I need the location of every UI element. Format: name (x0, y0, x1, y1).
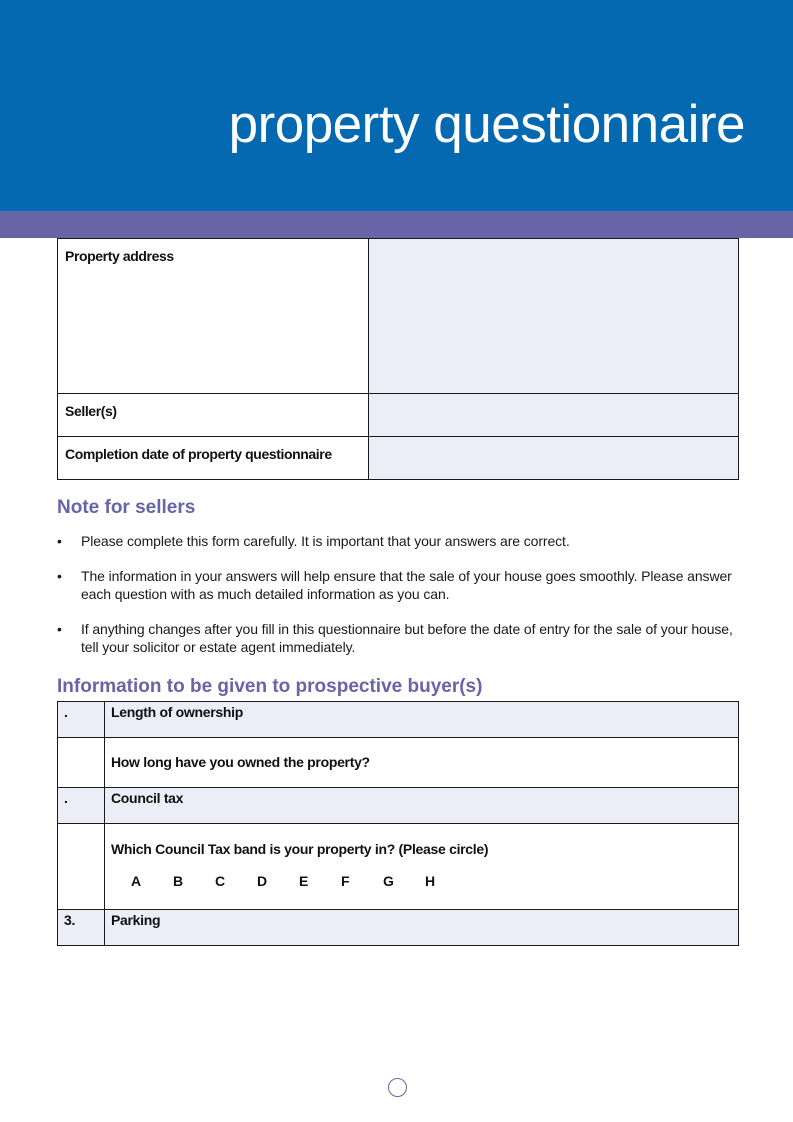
band-option-b[interactable]: B (173, 873, 183, 889)
property-details-table (57, 238, 739, 480)
section-title: Council tax (105, 788, 739, 824)
question-row (58, 824, 739, 910)
band-option-c[interactable]: C (215, 873, 225, 889)
sellers-field[interactable] (369, 394, 739, 437)
section-number: . (58, 702, 105, 738)
band-option-g[interactable]: G (383, 873, 394, 889)
note-for-sellers-heading: Note for sellers (57, 497, 196, 518)
property-address-field[interactable] (369, 239, 739, 394)
section-number: 3. (58, 910, 105, 946)
note-text: The information in your answers will help ensure that the sale of your house goes smoothly. Please answer each question with as much detailed information as you can. (81, 568, 732, 602)
question-text: How long have you owned the property? (111, 754, 370, 770)
note-list (57, 532, 737, 673)
header-band (0, 0, 793, 211)
list-item (57, 532, 737, 550)
sellers-row (58, 394, 739, 437)
band-option-h[interactable]: H (425, 873, 435, 889)
property-address-row (58, 239, 739, 394)
completion-date-label: Completion date of property questionnaire (58, 437, 369, 480)
question-text: Which Council Tax band is your property in? (Please circle) (111, 841, 489, 857)
section-heading-row (58, 702, 739, 738)
section-title: Length of ownership (105, 702, 739, 738)
property-address-label: Property address (58, 239, 369, 394)
completion-date-field[interactable] (369, 437, 739, 480)
questions-table (57, 701, 739, 946)
information-heading: Information to be given to prospective buyer(s) (57, 676, 483, 697)
page-title: property questionnaire (228, 95, 745, 154)
bullet-icon: • (57, 533, 62, 549)
ownership-answer-cell[interactable] (105, 738, 739, 788)
note-text: Please complete this form carefully. It is important that your answers are correct. (81, 533, 570, 549)
band-option-a[interactable]: A (131, 873, 141, 889)
section-heading-row (58, 910, 739, 946)
bullet-icon: • (57, 621, 62, 637)
council-tax-band-options (111, 873, 732, 889)
band-option-e[interactable]: E (299, 873, 309, 889)
number-cell (58, 738, 105, 788)
bullet-icon: • (57, 568, 62, 584)
list-item (57, 567, 737, 603)
number-cell (58, 824, 105, 910)
band-option-d[interactable]: D (257, 873, 267, 889)
note-text: If anything changes after you fill in this questionnaire but before the date of entry for the sale of your house, tell your solicitor or estate agent immediately. (81, 621, 733, 655)
question-row (58, 738, 739, 788)
section-title: Parking (105, 910, 739, 946)
band-option-f[interactable]: F (341, 873, 350, 889)
list-item (57, 620, 737, 656)
section-number: . (58, 788, 105, 824)
completion-date-row (58, 437, 739, 480)
accent-band (0, 211, 793, 238)
council-tax-answer-cell (105, 824, 739, 910)
section-heading-row (58, 788, 739, 824)
sellers-label: Seller(s) (58, 394, 369, 437)
page-number-circle (388, 1078, 407, 1097)
